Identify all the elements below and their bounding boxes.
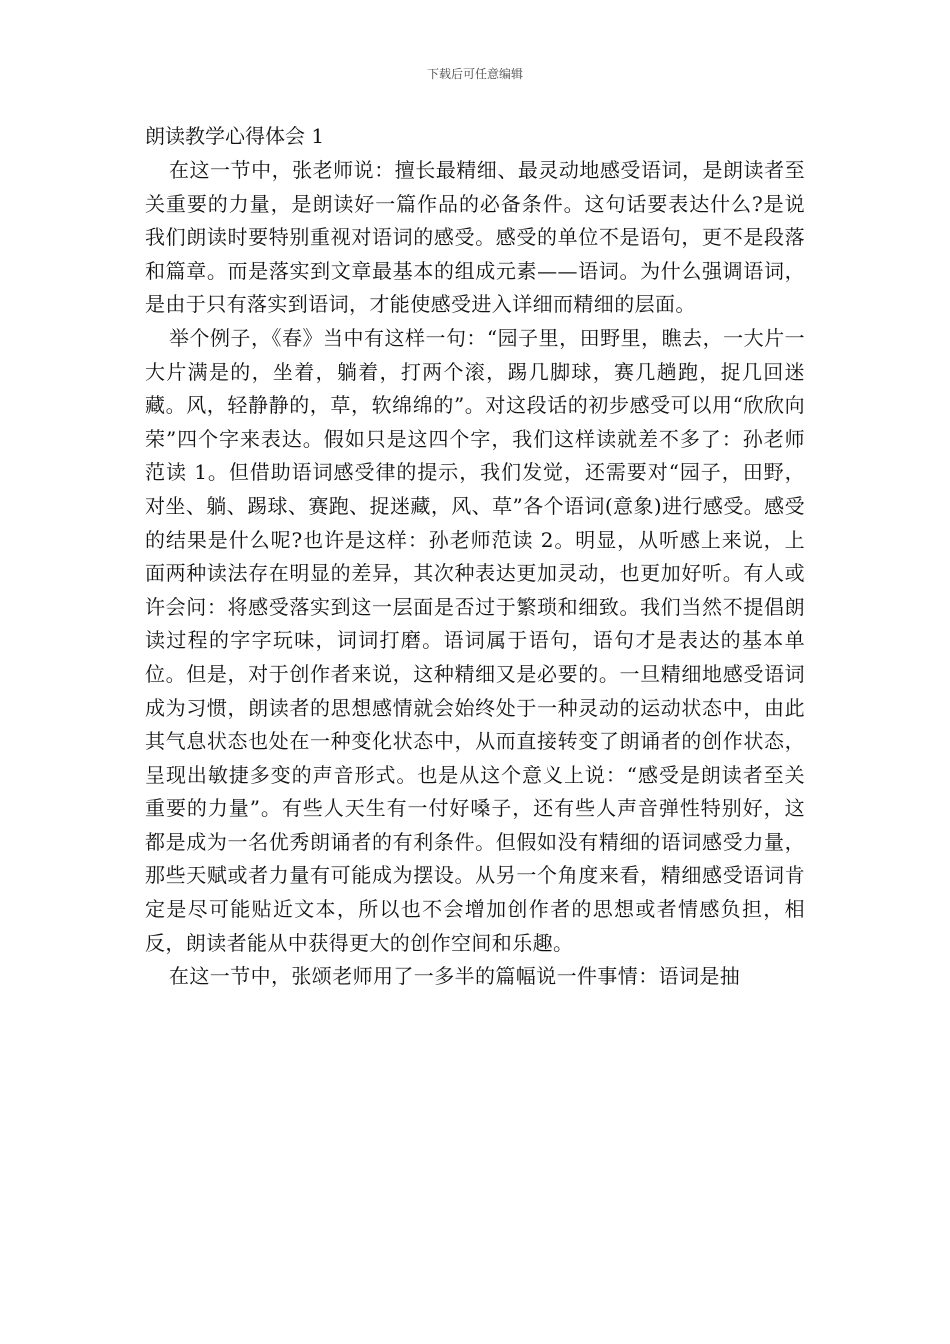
document-body — [145, 118, 805, 994]
paragraph-3: 在这一节中，张颂老师用了一多半的篇幅说一件事情：语词是抽 — [169, 964, 741, 989]
document-title: 朗读教学心得体会 1 — [145, 124, 325, 148]
paragraph-2: 举个例子，《春》当中有这样一句：“园子里，田野里，瞧去，一大片一大片满是的，坐着，躺着，打两个滚，踢几脚球，赛几趟跑，捉几回迷藏。风，轻静静的，草，软绵绵的”。对这段话的初步感受可以用“欣欣向荣”四个字来表达。假如只是这四个字，我们这样读就差不多了：孙老师范读 1。但借助语词感受律的提示，我们发觉，还需要对“园子，田野，对坐、躺、踢球、赛跑、捉迷藏，风、草”各个语词(意象)进行感受。感受的结果是什么呢?也许是这样：孙老师范读 2。明显，从听感上来说，上面两种读法存在明显的差异，其次种表达更加灵动，也更加好听。有人或许会问：将感受落实到这一层面是否过于繁琐和细致。我们当然不提倡朗读过程的字字玩味，词词打磨。语词属于语句，语句才是表达的基本单位。但是，对于创作者来说，这种精细又是必要的。一旦精细地感受语词成为习惯，朗读者的思想感情就会始终处于一种灵动的运动状态中，由此其气息状态也处在一种变化状态中，从而直接转变了朗诵者的创作状态，呈现出敏捷多变的声音形式。也是从这个意义上说：“感受是朗读者至关重要的力量”。有些人天生有一付好嗓子，还有些人声音弹性特别好，这都是成为一名优秀朗诵者的有利条件。但假如没有精细的语词感受力量，那些天赋或者力量有可能成为摆设。从另一个角度来看，精细感受语词肯定是尽可能贴近文本，所以也不会增加创作者的思想或者情感负担，相反，朗读者能从中获得更大的创作空间和乐趣。 — [145, 325, 805, 955]
paragraph-1: 在这一节中，张老师说：擅长最精细、最灵动地感受语词，是朗读者至关重要的力量，是朗读好一篇作品的必备条件。这句话要表达什么?是说我们朗读时要特别重视对语词的感受。感受的单位不是语句，更不是段落和篇章。而是落实到文章最基本的组成元素——语词。为什么强调语词，是由于只有落实到语词，才能使感受进入详细而精细的层面。 — [145, 158, 805, 317]
page-header: 下载后可任意编辑 — [426, 67, 523, 81]
